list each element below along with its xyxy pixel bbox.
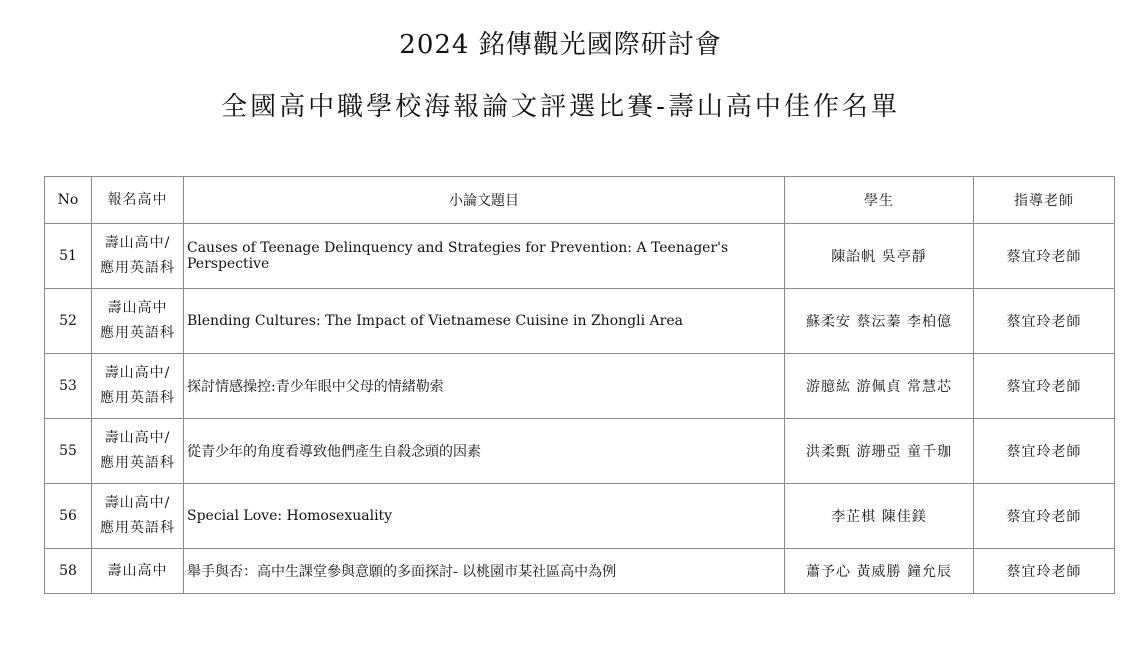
table-row [45,419,1115,484]
school-name: 壽山高中/ [104,365,171,381]
school-name: 壽山高中 [107,562,168,579]
column-header-title: 小論文題目 [184,177,785,224]
row-school [92,354,184,419]
row-school [92,419,184,484]
school-name: 壽山高中 [107,300,168,316]
row-paper-title: 探討情感操控:青少年眼中父母的情緒勒索 [184,354,785,419]
row-students: 游臆紘 游佩貞 常慧芯 [785,354,974,419]
school-name: 壽山高中/ [104,235,171,251]
row-number: 53 [45,354,92,419]
row-advisor: 蔡宜玲老師 [974,549,1115,594]
school-name: 壽山高中/ [104,430,171,446]
school-department: 應用英語科 [100,260,175,276]
winners-table [44,176,1115,594]
table-row [45,224,1115,289]
table-header-row [45,177,1115,224]
row-number: 56 [45,484,92,549]
school-department: 應用英語科 [100,325,175,341]
row-school [92,484,184,549]
school-department: 應用英語科 [100,520,175,536]
table-row [45,354,1115,419]
school-name: 壽山高中/ [104,495,171,511]
row-students: 李芷棋 陳佳鎂 [785,484,974,549]
row-advisor: 蔡宜玲老師 [974,354,1115,419]
page-subtitle: 全國高中職學校海報論文評選比賽-壽山高中佳作名單 [221,92,900,122]
row-advisor: 蔡宜玲老師 [974,224,1115,289]
school-department: 應用英語科 [100,455,175,471]
row-school [92,289,184,354]
school-department: 應用英語科 [100,390,175,406]
row-paper-title: Causes of Teenage Delinquency and Strategies for Prevention: A Teenager's Perspective [184,224,785,289]
row-number: 58 [45,549,92,594]
row-number: 52 [45,289,92,354]
page-title: 2024 銘傳觀光國際研討會 [399,30,722,60]
row-number: 55 [45,419,92,484]
row-number: 51 [45,224,92,289]
row-students: 陳詒帆 吳亭靜 [785,224,974,289]
row-paper-title: 舉手與否：高中生課堂參與意願的多面探討- 以桃園市某社區高中為例 [184,549,785,594]
row-students: 蕭予心 黃威勝 鐘允辰 [785,549,974,594]
row-paper-title: Blending Cultures: The Impact of Vietnamese Cuisine in Zhongli Area [184,289,785,354]
row-school [92,224,184,289]
row-school [92,549,184,594]
table-row [45,484,1115,549]
table-row [45,549,1115,594]
row-paper-title: 從青少年的角度看導致他們產生自殺念頭的因素 [184,419,785,484]
row-students: 蘇柔安 蔡沄蓁 李柏億 [785,289,974,354]
column-header-school: 報名高中 [92,177,184,224]
row-advisor: 蔡宜玲老師 [974,484,1115,549]
row-students: 洪柔甄 游珊亞 童千珈 [785,419,974,484]
column-header-advisor: 指導老師 [974,177,1115,224]
row-advisor: 蔡宜玲老師 [974,289,1115,354]
row-paper-title: Special Love: Homosexuality [184,484,785,549]
row-advisor: 蔡宜玲老師 [974,419,1115,484]
table-row [45,289,1115,354]
column-header-students: 學生 [785,177,974,224]
column-header-no: No [45,177,92,224]
